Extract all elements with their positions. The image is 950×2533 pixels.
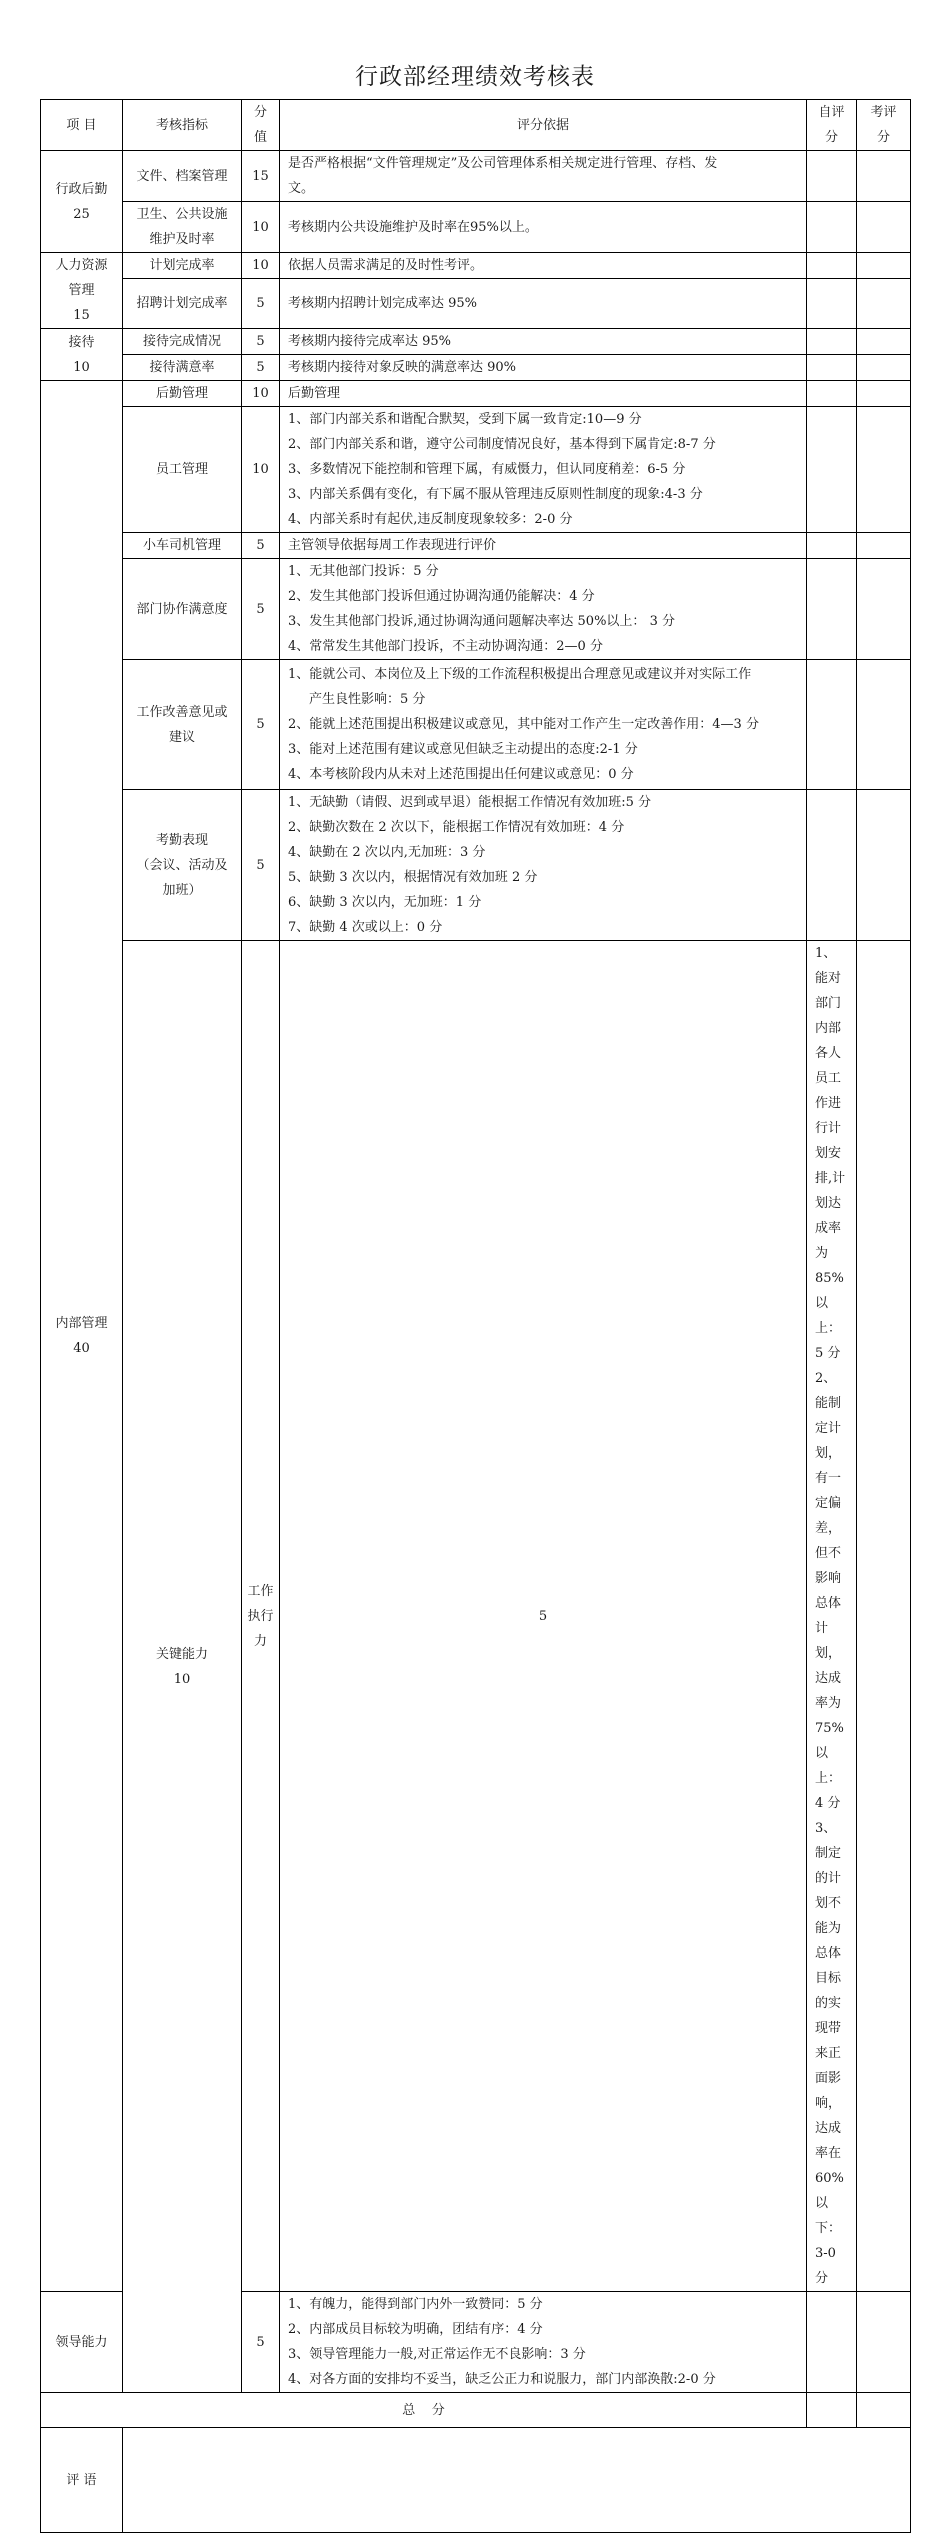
group-name: 关键能力 [155,1646,208,1662]
self-score-cell[interactable] [807,202,857,253]
eval-score-cell[interactable] [857,202,911,253]
indicator-cell: 工作执行力 [242,941,280,2292]
table-row [41,381,911,407]
criteria-line: 3、内部关系偶有变化，有下属不服从管理违反原则性制度的现象:4-3 分 [288,487,703,502]
group-internal [41,381,123,2292]
eval-score-cell[interactable] [857,533,911,559]
indicator-cell: 后勤管理 [123,381,242,407]
self-score-cell[interactable] [807,533,857,559]
group-name-line2: 管理 [68,283,95,298]
criteria-line: 3、领导管理能力一般,对正常运作无不良影响：3 分 [288,2347,586,2362]
criteria-line: 2、缺勤次数在 2 次以下，能根据工作情况有效加班：4 分 [288,820,625,835]
comment-row [41,2428,911,2533]
score-cell: 5 [242,329,280,355]
header-criteria: 评分依据 [280,100,807,151]
score-cell: 10 [242,381,280,407]
eval-score-cell[interactable] [857,660,911,790]
score-cell: 5 [242,279,280,329]
self-score-cell[interactable] [807,381,857,407]
criteria-line: 3、发生其他部门投诉,通过协调沟通问题解决率达 50%以上： 3 分 [288,614,675,629]
indicator-line: 维护及时率 [149,232,215,247]
criteria-cell [280,559,807,660]
total-eval-score-cell[interactable] [857,2393,911,2428]
self-score-cell[interactable] [807,790,857,941]
eval-score-cell[interactable] [857,559,911,660]
indicator-line: 考勤表现 [155,832,208,848]
indicator-cell: 接待完成情况 [123,329,242,355]
header-row [41,100,911,151]
group-score: 15 [73,308,90,323]
indicator-cell: 文件、档案管理 [123,151,242,202]
header-self-line2: 分 [824,130,838,145]
criteria-line: 5、缺勤 3 次以内，根据情况有效加班 2 分 [288,870,538,885]
criteria-line: 2、内部成员目标较为明确，团结有序：4 分 [288,2322,543,2337]
criteria-line: 1、无缺勤（请假、迟到或早退）能根据工作情况有效加班:5 分 [288,795,652,810]
eval-score-cell[interactable] [857,790,911,941]
appraisal-table [40,99,911,2533]
indicator-cell: 招聘计划完成率 [123,279,242,329]
indicator-line: （会议、活动及 [136,857,228,873]
indicator-cell [123,660,242,790]
header-eval-line1: 考评 [870,105,897,120]
indicator-cell: 领导能力 [41,2292,123,2393]
self-score-cell[interactable] [807,151,857,202]
criteria-cell [807,941,857,2292]
comment-field[interactable] [123,2428,911,2533]
criteria-cell [280,790,807,941]
criteria-line: 1、能就公司、本岗位及上下级的工作流程积极提出合理意见或建议并对实际工作 [288,667,752,682]
header-score-line2: 值 [253,130,267,145]
score-cell: 15 [242,151,280,202]
header-indicator: 考核指标 [123,100,242,151]
eval-score-cell[interactable] [857,279,911,329]
criteria-line: 考核期内接待完成率达 95% [288,334,452,349]
score-cell: 5 [242,660,280,790]
indicator-cell [123,202,242,253]
indicator-line: 建议 [168,729,195,745]
self-score-cell[interactable] [807,660,857,790]
header-item: 项 目 [41,100,123,151]
criteria-line: 7、缺勤 4 次或以上：0 分 [288,920,443,935]
table-row [41,533,911,559]
criteria-cell [280,533,807,559]
group-score: 10 [173,1671,191,1687]
eval-score-cell[interactable] [857,381,911,407]
criteria-line: 2、部门内部关系和谐，遵守公司制度情况良好，基本得到下属肯定:8-7 分 [288,437,716,452]
criteria-cell [280,253,807,279]
table-row [41,202,911,253]
table-row [41,407,911,533]
score-cell: 10 [242,202,280,253]
self-score-cell[interactable] [807,329,857,355]
group-admin [41,151,123,253]
self-score-cell[interactable] [807,2292,857,2393]
header-eval-line2: 分 [876,130,890,145]
self-score-cell[interactable] [807,253,857,279]
indicator-cell: 部门协作满意度 [123,559,242,660]
eval-score-cell[interactable] [857,151,911,202]
indicator-cell: 计划完成率 [123,253,242,279]
criteria-line: 1、部门内部关系和谐配合默契，受到下属一致肯定:10—9 分 [288,412,642,427]
eval-score-cell[interactable] [857,2292,911,2393]
criteria-line: 考核期内公共设施维护及时率在95%以上。 [288,219,538,235]
criteria-cell [280,202,807,253]
criteria-line: 2、能就上述范围提出积极建议或意见，其中能对工作产生一定改善作用：4—3 分 [288,717,759,732]
criteria-cell [280,2292,807,2393]
score-cell: 5 [280,941,807,2292]
criteria-line: 主管领导依据每周工作表现进行评价 [288,538,497,553]
score-cell: 5 [242,2292,280,2393]
criteria-line: 1、能对部门内部各人员工作进行计划安排,计划达成率为 85%以上：5 分 [815,946,846,1361]
self-score-cell[interactable] [807,355,857,381]
criteria-line: 考核期内接待对象反映的满意率达 90% [288,360,517,375]
criteria-cell [280,355,807,381]
group-name: 内部管理 [55,1316,108,1331]
criteria-line: 6、缺勤 3 次以内，无加班：1 分 [288,895,482,910]
self-score-cell[interactable] [807,559,857,660]
indicator-cell: 接待满意率 [123,355,242,381]
group-score: 40 [73,1341,90,1356]
criteria-cell [280,407,807,533]
group-reception [41,329,123,381]
page-title: 行政部经理绩效考核表 [355,64,595,90]
eval-score-cell[interactable] [857,355,911,381]
header-eval-score [857,100,911,151]
score-cell: 5 [242,559,280,660]
score-cell: 10 [242,407,280,533]
criteria-line: 4、内部关系时有起伏,违反制度现象较多：2-0 分 [288,512,573,527]
table-row [41,660,911,790]
group-hr [41,253,123,329]
score-cell: 5 [242,355,280,381]
group-score: 10 [73,359,90,375]
self-score-cell[interactable] [807,407,857,533]
criteria-line: 3、制定的计划不能为总体目标的实现带来正面影响，达成率在 60%以下：3-0 分 [815,1821,844,2286]
eval-score-cell[interactable] [857,329,911,355]
criteria-line: 考核期内招聘计划完成率达 95% [288,296,478,311]
criteria-line: 文。 [288,181,315,196]
criteria-line: 4、缺勤在 2 次以内,无加班：3 分 [288,845,486,860]
eval-score-cell[interactable] [857,407,911,533]
header-score [242,100,280,151]
indicator-line: 工作改善意见或 [136,704,228,720]
table-row [41,151,911,202]
criteria-line: 产生良性影响：5 分 [309,692,426,707]
table-row [41,329,911,355]
eval-score-cell[interactable] [857,253,911,279]
criteria-cell [280,381,807,407]
criteria-line: 后勤管理 [288,386,341,401]
criteria-line: 1、无其他部门投诉：5 分 [288,564,439,579]
criteria-line: 4、对各方面的安排均不妥当，缺乏公正力和说服力，部门内部涣散:2-0 分 [288,2372,716,2387]
table-row [41,355,911,381]
header-self-line1: 自评 [818,105,845,120]
group-key [123,941,242,2393]
indicator-line: 卫生、公共设施 [136,207,228,222]
criteria-cell [280,329,807,355]
score-cell: 5 [242,533,280,559]
indicator-cell [123,790,242,941]
criteria-line: 依据人员需求满足的及时性考评。 [288,258,484,273]
score-cell: 5 [242,790,280,941]
criteria-line: 4、本考核阶段内从未对上述范围提出任何建议或意见：0 分 [288,767,634,782]
criteria-line: 2、能制定计划，有一定偏差，但不影响总体计划，达成率为 75%以上：4 分 [815,1371,844,1811]
self-score-cell[interactable] [807,279,857,329]
table-row [41,941,911,2292]
self-score-cell[interactable] [857,941,911,2292]
group-score: 25 [73,206,90,222]
total-row [41,2393,911,2428]
header-self-score [807,100,857,151]
criteria-cell [280,279,807,329]
criteria-line: 3、能对上述范围有建议或意见但缺乏主动提出的态度:2-1 分 [288,742,638,757]
criteria-cell [280,151,807,202]
group-name-line1: 人力资源 [55,258,108,273]
table-row [41,279,911,329]
criteria-line: 是否严格根据“文件管理规定”及公司管理体系相关规定进行管理、存档、发 [288,156,718,171]
criteria-line: 1、有魄力，能得到部门内外一致赞同：5 分 [288,2297,543,2312]
indicator-cell: 员工管理 [123,407,242,533]
criteria-line: 2、发生其他部门投诉但通过协调沟通仍能解决：4 分 [288,589,595,604]
criteria-line: 4、常常发生其他部门投诉，不主动协调沟通：2—0 分 [288,639,603,654]
table-row [41,790,911,941]
total-self-score-cell[interactable] [807,2393,857,2428]
group-name: 行政后勤 [55,181,108,197]
indicator-cell: 小车司机管理 [123,533,242,559]
group-name: 接待 [68,334,95,350]
comment-label: 评 语 [41,2428,123,2533]
criteria-cell [280,660,807,790]
header-score-line1: 分 [253,105,267,120]
table-row [41,253,911,279]
criteria-line: 3、多数情况下能控制和管理下属，有威慑力，但认同度稍差：6-5 分 [288,462,686,477]
score-cell: 10 [242,253,280,279]
total-label: 总 分 [41,2393,807,2428]
table-row [41,559,911,660]
indicator-line: 加班） [162,882,202,898]
